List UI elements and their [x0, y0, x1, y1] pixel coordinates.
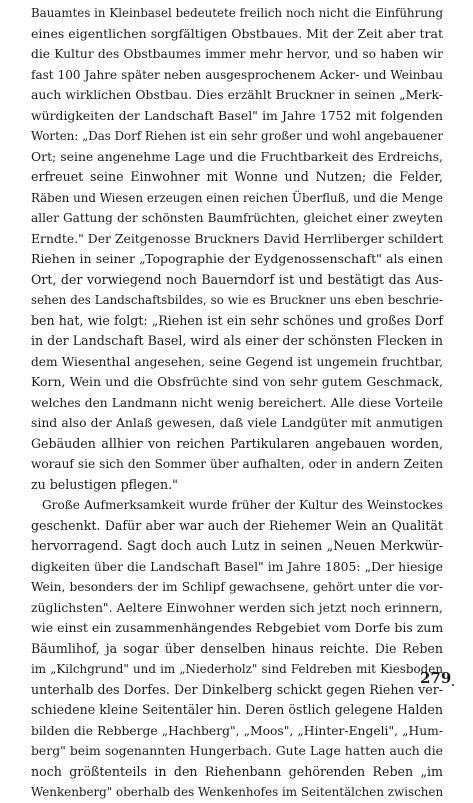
- text-line: Worten: „Das Dorf Riehen ist ein sehr großer und wohl angebauener: [31, 129, 443, 143]
- text-line: Korn, Wein und die Obsfrüchte sind von sehr gutem Geschmack,: [31, 374, 443, 389]
- text-line: Räben und Wiesen erzeugen einen reichen Überfluß, und die Menge: [31, 190, 443, 205]
- text-line: unterhalb des Dorfes. Der Dinkelberg schickt gegen Riehen ver-: [31, 681, 443, 697]
- text-line: Bäumlihof, ja sogar über denselben hinaus reichte. Die Reben: [31, 640, 443, 656]
- text-line: fast 100 Jahre später neben ausgesprochenem Acker- und Weinbau: [31, 67, 443, 82]
- text-line: welches den Landmann nicht wenig bereichert. Alle diese Vorteile: [31, 395, 443, 410]
- page-mark-dot: [452, 684, 454, 686]
- text-line: in der Landschaft Basel, wird als einer der schönsten Flecken in: [31, 333, 443, 348]
- text-line: aller Gattung der schönsten Baumfrüchten, gleichet einer zweyten: [31, 211, 443, 225]
- text-line: Ort; seine angenehme Lage und die Fruchtbarkeit des Erdreichs,: [31, 148, 443, 164]
- text-line: wie einst ein zusammenhängendes Rebgebiet vom Dorfe bis zum: [31, 620, 444, 635]
- text-line: sehen des Landschaftsbildes, so wie es Bruckner uns eben beschrie-: [31, 293, 443, 307]
- text-line: Wenkenberg" oberhalb des Wenkenhofes im Seitentälchen zwischen: [31, 785, 444, 799]
- text-line: erfreuet seine Einwohner mit Wonne und Nutzen; die Felder,: [31, 169, 443, 184]
- text-line: Riehen in seiner „Topographie der Eydgenossenschaft" als einen: [31, 251, 443, 266]
- text-line: im „Kilchgrund" und im „Niederholz" sind Feldreben mit Kiesboden: [31, 662, 443, 676]
- text-line: schiedene kleine Seitentäler hin. Deren östlich gelegene Halden: [31, 702, 443, 717]
- text-line: Ort, der vorwiegend noch Bauerndorf ist und bestätigt das Aus-: [31, 271, 443, 287]
- text-line: digkeiten über die Landschaft Basel" im Jahre 1805: „Der hiesige: [31, 558, 443, 574]
- text-line: bilden die Rebberge „Hachberg", „Moos", „Hinter-Engeli", „Hum-: [31, 723, 443, 738]
- text-line: Erndte." Der Zeitgenosse Bruckners David Herrliberger schildert: [31, 230, 444, 246]
- page-number: 279: [420, 669, 452, 687]
- text-line: worauf sie sich den Sommer über aufhalten, oder in andern Zeiten: [31, 457, 443, 471]
- text-line: Große Aufmerksamkeit wurde früher der Kultur des Weinstockes: [42, 498, 443, 512]
- text-line: die Kultur des Obstbaumes immer mehr hervor, und so haben wir: [31, 47, 443, 61]
- text-line: auch wirklichen Obstbau. Dies erzählt Bruckner in seinen „Merk-: [31, 87, 443, 102]
- text-line: berg" beim sogenannten Hungerbach. Gute Lage hatten auch die: [31, 743, 443, 758]
- body-text: [31, 3, 443, 803]
- text-line: würdigkeiten der Landschaft Basel" im Jahre 1752 mit folgenden: [31, 107, 443, 123]
- text-line: ben hat, wie folgt: „Riehen ist ein sehr schönes und großes Dorf: [31, 312, 443, 328]
- text-line: dem Wiesenthal angesehen, seine Gegend ist ungemein fruchtbar,: [31, 354, 443, 369]
- text-line: hervorragend. Sagt doch auch Lutz in seinen „Neuen Merkwür-: [31, 538, 443, 553]
- text-line: noch größtenteils in den Riehenbann gehörenden Reben „im: [31, 763, 443, 779]
- text-line: sind also der Anlaß gewesen, daß viele Landgüter mit anmutigen: [31, 415, 443, 430]
- text-line: Wein, besonders der im Schlipf gewachsene, gehört unter die vor-: [31, 580, 443, 594]
- text-line: Bauamtes in Kleinbasel bedeutete freilich noch nicht die Einführung: [31, 6, 443, 20]
- text-line: geschenkt. Dafür aber war auch der Riehemer Wein an Qualität: [31, 517, 443, 533]
- text-line: züglichsten". Aeltere Einwohner werden sich jetzt noch erinnern,: [31, 599, 443, 615]
- text-line: Gebäuden allhier von reichen Partikularen angebauen worden,: [31, 435, 443, 451]
- text-line: zu belustigen pflegen.": [31, 476, 178, 492]
- text-line: eines eigentlichen sorgfältigen Obstbaues. Mit der Zeit aber trat: [31, 25, 443, 41]
